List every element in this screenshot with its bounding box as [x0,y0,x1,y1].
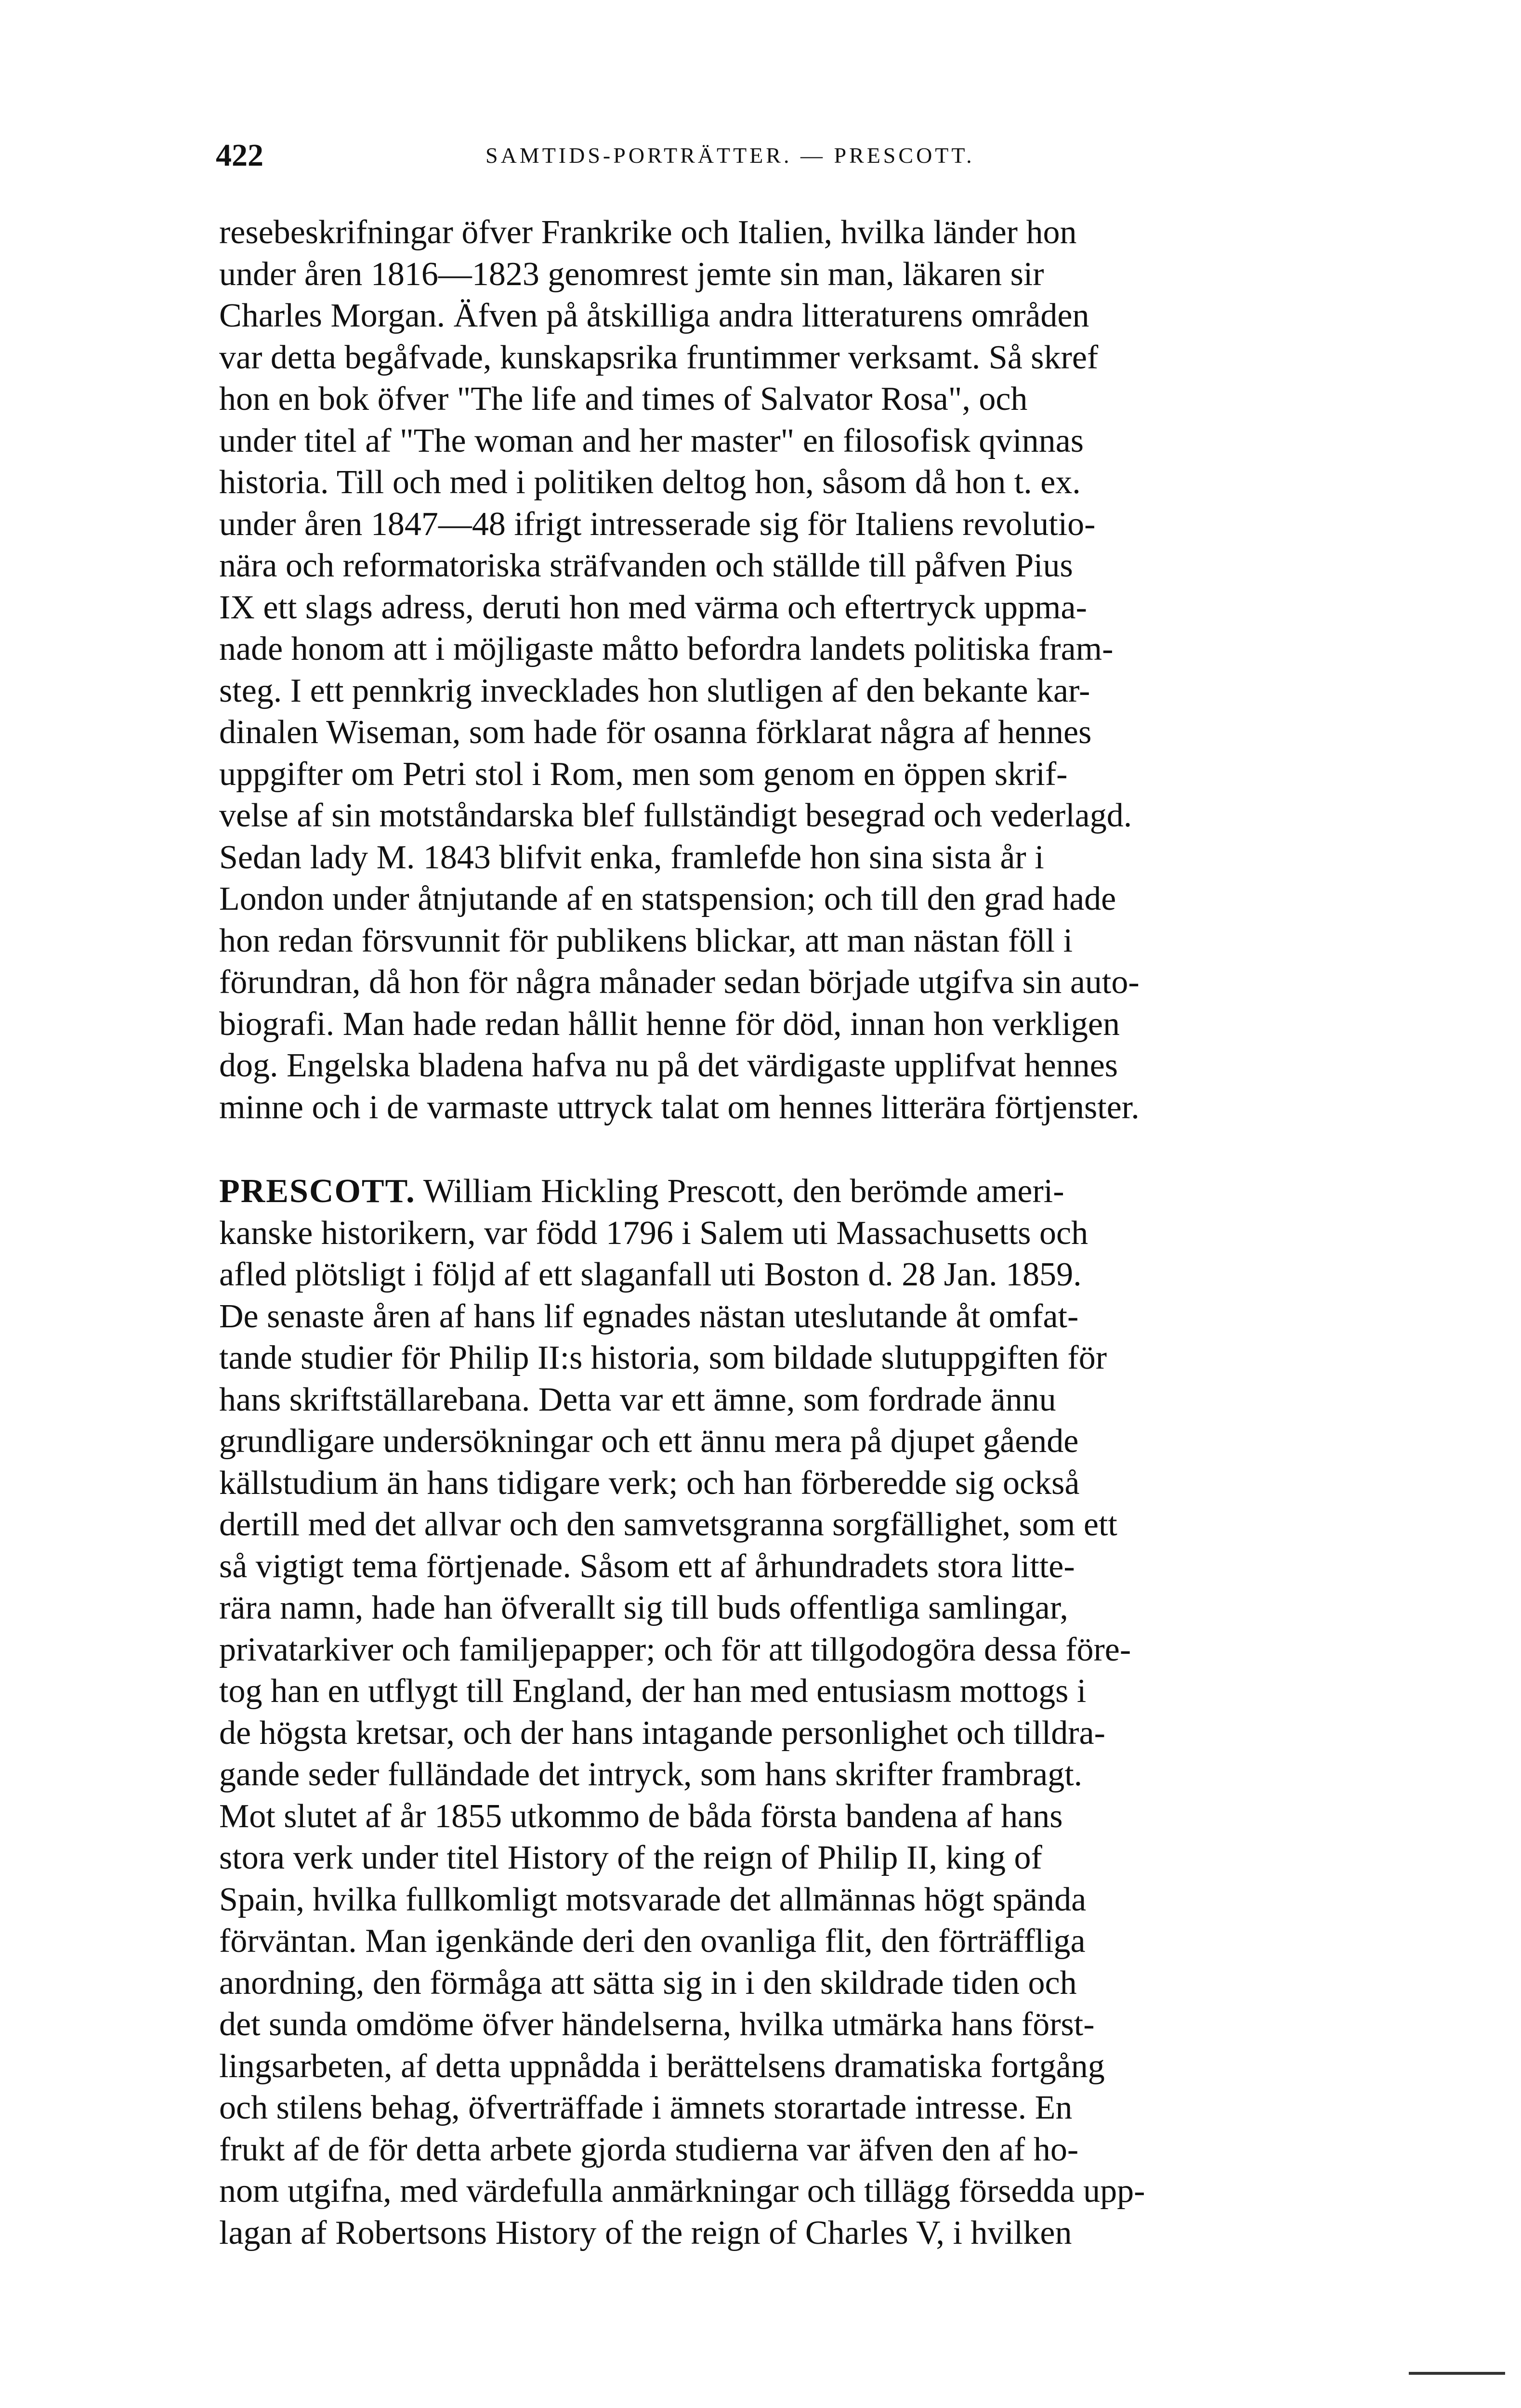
entry-heading: PRESCOTT. [219,1173,416,1210]
text-line: gande seder fulländade det intryck, som hans skrifter frambragt. [219,1756,1083,1793]
text-line: och stilens behag, öfverträffade i ämnets storartade intresse. En [219,2089,1073,2126]
text-line: grundligare undersökningar och ett ännu mera på djupet gående [219,1423,1079,1460]
text-line: frukt af de för detta arbete gjorda studierna var äfven den af ho- [219,2131,1079,2168]
text-line: resebeskrifningar öfver Frankrike och Italien, hvilka länder hon [219,214,1077,251]
paragraph-gap [219,1128,1361,1171]
text-line: så vigtigt tema förtjenade. Såsom ett af århundradets stora litte- [219,1547,1075,1585]
footer-rule [1409,2372,1505,2375]
text-line: källstudium än hans tidigare verk; och han förberedde sig också [219,1464,1080,1502]
text-line: IX ett slags adress, deruti hon med värma och eftertryck uppma- [219,589,1087,626]
text-line: nära och reformatoriska sträfvanden och ställde till påfven Pius [219,547,1073,584]
text-line: dinalen Wiseman, som hade för osanna förklarat några af hennes [219,714,1092,751]
text-line: rära namn, hade han öfverallt sig till buds offentliga samlingar, [219,1589,1068,1626]
text-line: dertill med det allvar och den samvetsgranna sorgfällighet, som ett [219,1506,1117,1543]
text-line: det sunda omdöme öfver händelserna, hvilka utmärka hans först- [219,2006,1095,2043]
text-line: historia. Till och med i politiken deltog hon, såsom då hon t. ex. [219,464,1081,501]
text-line: förväntan. Man igenkände deri den ovanliga flit, den förträffliga [219,1923,1086,1960]
text-line: nom utgifna, med värdefulla anmärkningar och tillägg försedda upp- [219,2172,1145,2210]
prescott-paragraph [219,1171,1361,2254]
text-line: dog. Engelska bladena hafva nu på det värdigaste upplifvat hennes [219,1047,1118,1084]
text-line: tande studier för Philip II:s historia, som bildade slutuppgiften för [219,1339,1107,1376]
text-line: nade honom att i möjligaste måtto befordra landets politiska fram- [219,630,1114,667]
text-line: hon redan försvunnit för publikens blickar, att man nästan föll i [219,922,1073,959]
text-line: stora verk under titel History of the reign of Philip II, king of [219,1839,1042,1876]
text-line: var detta begåfvade, kunskapsrika fruntimmer verksamt. Så skref [219,339,1099,376]
text-line: steg. I ett pennkrig invecklades hon slutligen af den bekante kar- [219,672,1090,709]
text-line: hon en bok öfver "The life and times of Salvator Rosa", och [219,380,1028,418]
text-line: Spain, hvilka fullkomligt motsvarade det allmännas högt spända [219,1881,1087,1918]
running-head: SAMTIDS-PORTRÄTTER. — PRESCOTT. [485,143,975,168]
page-header [216,129,1372,182]
text-line: tog han en utflygt till England, der han med entusiasm mottogs i [219,1673,1087,1710]
text-line: afled plötsligt i följd af ett slaganfall uti Boston d. 28 Jan. 1859. [219,1256,1082,1293]
text-line: London under åtnjutande af en statspension; och till den grad hade [219,880,1116,917]
text-line: anordning, den förmåga att sätta sig in i den skildrade tiden och [219,1964,1077,2002]
continued-paragraph [219,212,1361,1128]
text-line: de högsta kretsar, och der hans intagande personlighet och tilldra- [219,1714,1105,1752]
text-line: hans skriftställarebana. Detta var ett ämne, som fordrade ännu [219,1381,1056,1418]
text-line: under åren 1816—1823 genomrest jemte sin man, läkaren sir [219,255,1044,293]
text-line: Sedan lady M. 1843 blifvit enka, framlefde hon sina sista år i [219,838,1044,876]
text-line: velse af sin motståndarska blef fullständigt besegrad och vederlagd. [219,797,1132,834]
text-line: minne och i de varmaste uttryck talat om hennes litterära förtjenster. [219,1088,1140,1126]
body-text [219,212,1361,2254]
text-line: De senaste åren af hans lif egnades nästan uteslutande åt omfat- [219,1297,1079,1335]
text-line: privatarkiver och familjepapper; och för att tillgodogöra dessa före- [219,1631,1131,1668]
text-line: Mot slutet af år 1855 utkommo de båda första bandena af hans [219,1797,1063,1835]
text-line: Charles Morgan. Äfven på åtskilliga andra litteraturens områden [219,297,1089,334]
text-line: uppgifter om Petri stol i Rom, men som genom en öppen skrif- [219,755,1068,793]
text-line: kanske historikern, var född 1796 i Salem uti Massachusetts och [219,1214,1088,1252]
text-line: under titel af "The woman and her master" en filosofisk qvinnas [219,422,1084,459]
prescott-lines [219,1213,1361,2254]
entry-first-line: William Hickling Prescott, den berömde ameri- [415,1173,1064,1210]
text-line: biografi. Man hade redan hållit henne för död, innan hon verkligen [219,1005,1120,1043]
text-line: lingsarbeten, af detta uppnådda i berättelsens dramatiska fortgång [219,2047,1105,2085]
text-line: lagan af Robertsons History of the reign of Charles V, i hvilken [219,2214,1072,2251]
text-line [219,1171,1361,1213]
text-line: förundran, då hon för några månader sedan började utgifva sin auto- [219,964,1140,1001]
page-number: 422 [216,138,263,173]
text-line: under åren 1847—48 ifrigt intresserade sig för Italiens revolutio- [219,505,1096,543]
